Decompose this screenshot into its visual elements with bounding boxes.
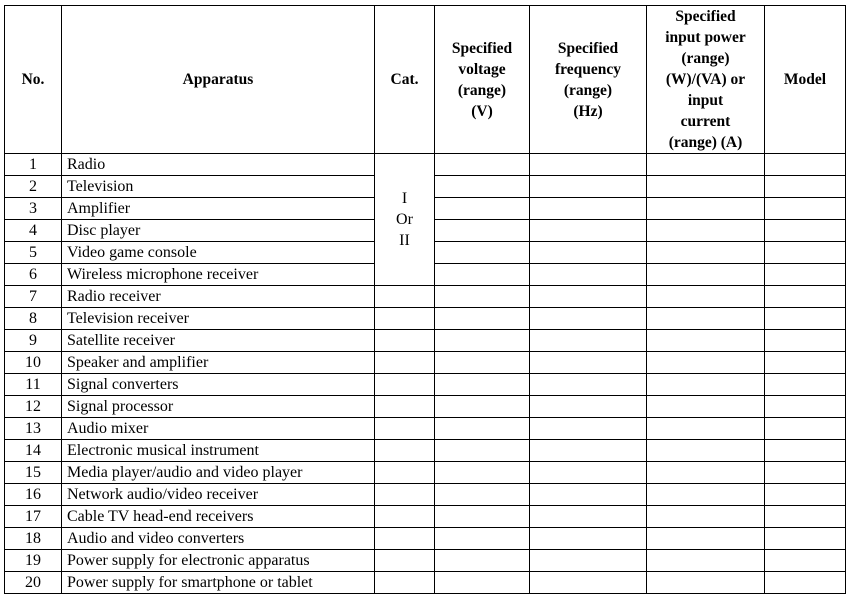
apparatus-name: Satellite receiver [62,330,375,352]
table-row [5,572,846,594]
apparatus-name: Signal processor [62,396,375,418]
row-number: 3 [5,198,62,220]
header-power [647,6,765,154]
category-cell-empty [375,550,435,572]
row-number: 13 [5,418,62,440]
row-number: 11 [5,374,62,396]
header-frequency-line: frequency [554,60,621,78]
row-number: 17 [5,506,62,528]
voltage-cell[interactable] [435,374,530,396]
header-frequency [530,6,647,154]
voltage-cell[interactable] [435,396,530,418]
frequency-cell[interactable] [530,506,647,528]
voltage-cell[interactable] [435,550,530,572]
model-cell[interactable] [765,308,846,330]
header-power-line: (range) [681,50,730,67]
row-number: 1 [5,154,62,176]
power-cell[interactable] [647,286,765,308]
row-number: 8 [5,308,62,330]
row-number: 10 [5,352,62,374]
frequency-cell[interactable] [530,330,647,352]
power-cell[interactable] [647,484,765,506]
apparatus-name: Radio [62,154,375,176]
model-cell[interactable] [765,462,846,484]
apparatus-name: Speaker and amplifier [62,352,375,374]
header-voltage [435,6,530,154]
model-cell[interactable] [765,176,846,198]
table-row [5,440,846,462]
power-cell[interactable] [647,264,765,286]
power-cell[interactable] [647,198,765,220]
power-cell[interactable] [647,506,765,528]
model-cell[interactable] [765,242,846,264]
row-number: 4 [5,220,62,242]
frequency-cell[interactable] [530,220,647,242]
model-cell[interactable] [765,330,846,352]
power-cell[interactable] [647,154,765,176]
model-cell[interactable] [765,198,846,220]
power-cell[interactable] [647,528,765,550]
frequency-cell[interactable] [530,352,647,374]
header-voltage-line: (range) [457,81,507,99]
frequency-cell[interactable] [530,462,647,484]
power-cell[interactable] [647,396,765,418]
voltage-cell[interactable] [435,308,530,330]
power-cell[interactable] [647,572,765,594]
apparatus-name: Radio receiver [62,286,375,308]
header-power-line: (W)/(VA) or [665,71,746,88]
table-row [5,330,846,352]
table-row [5,396,846,418]
category-cell-empty [375,506,435,528]
table-row [5,550,846,572]
apparatus-name: Signal converters [62,374,375,396]
table-row [5,308,846,330]
frequency-cell[interactable] [530,286,647,308]
voltage-cell[interactable] [435,154,530,176]
header-frequency-line: (range) [563,81,613,99]
voltage-cell[interactable] [435,220,530,242]
row-number: 14 [5,440,62,462]
frequency-cell[interactable] [530,396,647,418]
category-cell-empty [375,440,435,462]
category-line: I [401,190,408,207]
frequency-cell[interactable] [530,418,647,440]
power-cell[interactable] [647,440,765,462]
header-model: Model [765,6,846,154]
frequency-cell[interactable] [530,264,647,286]
power-cell[interactable] [647,462,765,484]
model-cell[interactable] [765,154,846,176]
header-voltage-line: Specified [451,39,513,57]
table-body [5,154,846,594]
row-number: 20 [5,572,62,594]
header-voltage-line: (V) [471,102,493,120]
voltage-cell[interactable] [435,484,530,506]
frequency-cell[interactable] [530,242,647,264]
row-number: 16 [5,484,62,506]
category-cell-empty [375,308,435,330]
row-number: 12 [5,396,62,418]
category-cell-empty [375,462,435,484]
apparatus-name: Network audio/video receiver [62,484,375,506]
table-row [5,462,846,484]
header-cat: Cat. [375,6,435,154]
power-cell[interactable] [647,550,765,572]
header-frequency-line: Specified [557,39,619,57]
model-cell[interactable] [765,418,846,440]
header-frequency-line: (Hz) [573,102,603,120]
model-cell[interactable] [765,440,846,462]
table-row [5,154,846,176]
power-cell[interactable] [647,374,765,396]
frequency-cell[interactable] [530,572,647,594]
header-power-line: (range) (A) [668,134,743,151]
apparatus-name: Wireless microphone receiver [62,264,375,286]
power-cell[interactable] [647,352,765,374]
model-cell[interactable] [765,528,846,550]
model-cell[interactable] [765,484,846,506]
model-cell[interactable] [765,286,846,308]
header-voltage-line: voltage [458,60,506,78]
model-cell[interactable] [765,374,846,396]
apparatus-name: Electronic musical instrument [62,440,375,462]
table-row [5,418,846,440]
header-power-line: input [687,92,724,109]
voltage-cell[interactable] [435,572,530,594]
category-cell-empty [375,528,435,550]
apparatus-table [4,5,846,594]
voltage-cell[interactable] [435,506,530,528]
category-cell-empty [375,374,435,396]
category-line: Or [396,211,413,228]
table-row [5,528,846,550]
frequency-cell[interactable] [530,550,647,572]
apparatus-name: Audio and video converters [62,528,375,550]
model-cell[interactable] [765,264,846,286]
frequency-cell[interactable] [530,154,647,176]
row-number: 18 [5,528,62,550]
power-cell[interactable] [647,330,765,352]
header-row [5,6,846,154]
row-number: 19 [5,550,62,572]
apparatus-name: Disc player [62,220,375,242]
voltage-cell[interactable] [435,440,530,462]
row-number: 15 [5,462,62,484]
voltage-cell[interactable] [435,242,530,264]
power-cell[interactable] [647,220,765,242]
voltage-cell[interactable] [435,176,530,198]
apparatus-name: Power supply for electronic apparatus [62,550,375,572]
frequency-cell[interactable] [530,308,647,330]
voltage-cell[interactable] [435,286,530,308]
row-number: 9 [5,330,62,352]
category-cell-empty [375,352,435,374]
model-cell[interactable] [765,550,846,572]
row-number: 6 [5,264,62,286]
power-cell[interactable] [647,176,765,198]
frequency-cell[interactable] [530,528,647,550]
category-cell-empty [375,286,435,308]
header-no: No. [5,6,62,154]
category-line: II [399,232,410,249]
row-number: 7 [5,286,62,308]
header-power-line: input power [665,29,746,46]
model-cell[interactable] [765,572,846,594]
category-cell-empty [375,484,435,506]
header-apparatus: Apparatus [62,6,375,154]
category-cell [375,154,435,286]
frequency-cell[interactable] [530,198,647,220]
header-power-line: Specified [675,8,736,25]
apparatus-name: Audio mixer [62,418,375,440]
apparatus-name: Amplifier [62,198,375,220]
apparatus-name: Television receiver [62,308,375,330]
voltage-cell[interactable] [435,462,530,484]
table-row [5,286,846,308]
apparatus-name: Media player/audio and video player [62,462,375,484]
row-number: 2 [5,176,62,198]
category-cell-empty [375,572,435,594]
frequency-cell[interactable] [530,374,647,396]
power-cell[interactable] [647,418,765,440]
model-cell[interactable] [765,220,846,242]
frequency-cell[interactable] [530,484,647,506]
model-cell[interactable] [765,506,846,528]
apparatus-name: Power supply for smartphone or tablet [62,572,375,594]
table-row [5,374,846,396]
frequency-cell[interactable] [530,440,647,462]
header-power-line: current [680,113,731,130]
voltage-cell[interactable] [435,528,530,550]
apparatus-name: Cable TV head-end receivers [62,506,375,528]
voltage-cell[interactable] [435,330,530,352]
voltage-cell[interactable] [435,352,530,374]
apparatus-name: Television [62,176,375,198]
apparatus-name: Video game console [62,242,375,264]
row-number: 5 [5,242,62,264]
power-cell[interactable] [647,242,765,264]
category-cell-empty [375,396,435,418]
table-row [5,352,846,374]
table-row [5,506,846,528]
category-cell-empty [375,418,435,440]
frequency-cell[interactable] [530,176,647,198]
model-cell[interactable] [765,352,846,374]
power-cell[interactable] [647,308,765,330]
voltage-cell[interactable] [435,198,530,220]
model-cell[interactable] [765,396,846,418]
voltage-cell[interactable] [435,418,530,440]
table-row [5,484,846,506]
category-cell-empty [375,330,435,352]
voltage-cell[interactable] [435,264,530,286]
